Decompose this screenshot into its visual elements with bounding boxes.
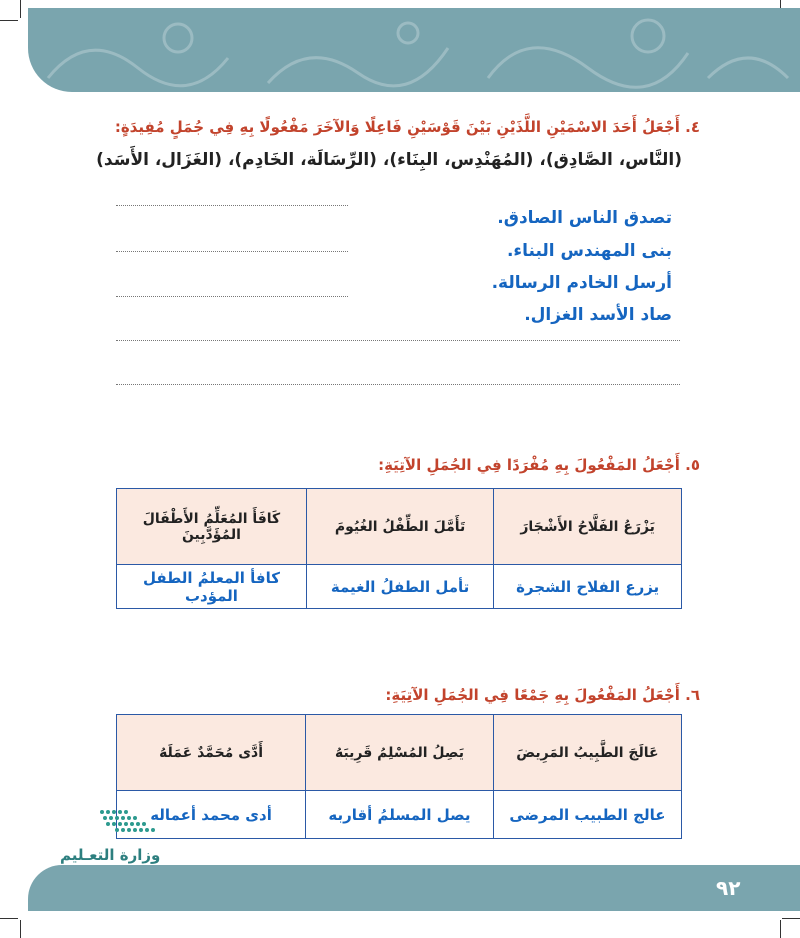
q6-question-1: عَالَجَ الطَّبِيبُ المَرِيضَ — [493, 715, 681, 791]
q6-answer-1: عالج الطبيب المرضى — [493, 791, 681, 839]
q4-word-groups: (النَّاس، الصَّادِق)، (المُهَنْدِس، البِنَاء)، (الرِّسَالَة، الخَادِم)، (الغَزَال، الأَسَد) — [96, 150, 682, 170]
q5-table — [116, 488, 682, 609]
crop-mark — [0, 918, 18, 919]
crop-mark — [780, 920, 781, 938]
answer-line — [116, 384, 680, 385]
q5-question-2: تَأَمَّلَ الطِّفْلُ الغُيُومَ — [306, 489, 493, 565]
q5-answer-2: تأمل الطفلُ الغيمة — [306, 565, 493, 609]
q5-answer-1: يزرع الفلاح الشجرة — [494, 565, 682, 609]
q4-answer-2: بنى المهندس البناء. — [506, 241, 672, 261]
q5-question-1: يَزْرَعُ الفَلَّاحُ الأَشْجَارَ — [494, 489, 682, 565]
q4-heading: ٤. أَجْعَلُ أَحَدَ الاسْمَيْنِ اللَّذَيْنِ بَيْنَ قَوْسَيْنِ فَاعِلًا وَالآخَرَ مَفْعُولًا بِهِ فِي جُمَلٍ مُفِيدَةٍ: — [114, 118, 700, 136]
ministry-logo-icon — [98, 806, 162, 840]
q5-heading: ٥. أَجْعَلُ المَفْعُولَ بِهِ مُفْرَدًا فِي الجُمَلِ الآتِيَةِ: — [378, 456, 700, 474]
q4-answer-3: أرسل الخادم الرسالة. — [491, 273, 672, 293]
crop-mark — [20, 0, 21, 18]
footer-band — [28, 865, 800, 911]
q5-question-3: كَافَأَ المُعَلِّمُ الأَطْفَالَ المُؤَدَّبِينَ — [117, 489, 307, 565]
q6-heading: ٦. أَجْعَلُ المَفْعُولَ بِهِ جَمْعًا فِي الجُمَلِ الآتِيَةِ: — [385, 686, 700, 704]
ministry-name-ar: وزارة التعـليم — [60, 846, 161, 864]
answer-line — [116, 340, 680, 341]
calligraphy-pattern — [28, 8, 800, 92]
q4-answer-4: صاد الأسد الغزال. — [524, 305, 672, 325]
q4-answer-1: تصدق الناس الصادق. — [497, 208, 672, 228]
q6-question-2: يَصِلُ المُسْلِمُ قَرِيبَهُ — [306, 715, 494, 791]
answer-line — [116, 296, 348, 297]
answer-line — [116, 251, 348, 252]
page-number: ٩٢ — [716, 876, 741, 900]
q6-answer-3: أدى محمد أعماله — [117, 791, 306, 839]
answer-line — [116, 205, 348, 206]
q6-answer-2: يصل المسلمُ أقاربه — [306, 791, 494, 839]
q6-table — [116, 714, 682, 839]
header-band — [28, 8, 800, 92]
crop-mark — [782, 918, 800, 919]
q6-question-3: أَدَّى مُحَمَّدٌ عَمَلَهُ — [117, 715, 306, 791]
q5-answer-3: كافأ المعلمُ الطفل المؤدب — [117, 565, 307, 609]
crop-mark — [20, 920, 21, 938]
crop-mark — [0, 20, 18, 21]
